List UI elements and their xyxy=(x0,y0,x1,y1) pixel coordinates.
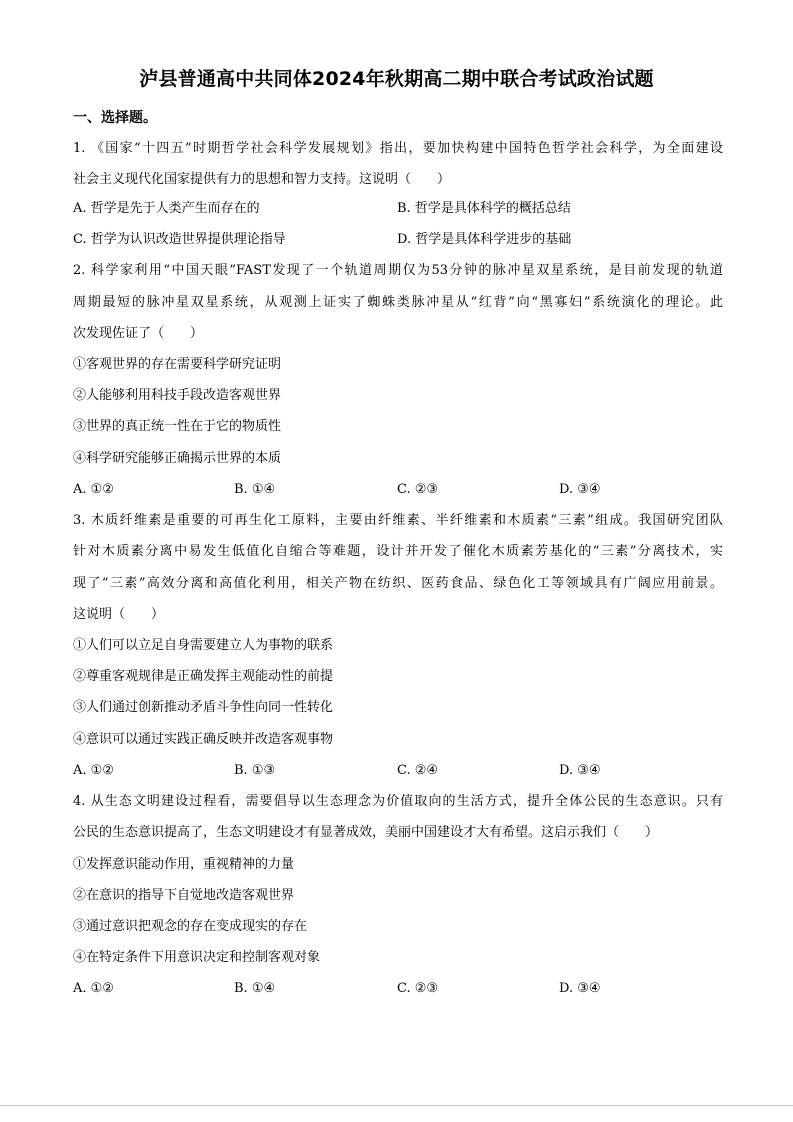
q4-option-a: A. ①② xyxy=(73,981,114,996)
q2-statement-1: ①客观世界的存在需要科学研究证明 xyxy=(73,357,282,372)
q4-statement-4: ④在特定条件下用意识决定和控制客观对象 xyxy=(73,950,321,965)
q4-stem-line: 公民的生态意识提高了，生态文明建设才有显著成效，美丽中国建设才大有希望。这启示我们（ ） xyxy=(73,825,659,840)
q3-statement-3: ③人们通过创新推动矛盾斗争性向同一性转化 xyxy=(73,700,334,715)
q3-statement-1: ①人们可以立足自身需要建立人为事物的联系 xyxy=(73,638,334,653)
q3-stem-line: 针对木质素分离中易发生低值化自缩合等难题，设计并开发了催化木质素芳基化的“三素”分离技术，实 xyxy=(73,544,723,559)
page-bottom-divider xyxy=(0,1105,793,1106)
q2-stem-line: 2. 科学家利用“中国天眼”FAST发现了一个轨道周期仅为53分钟的脉冲星双星系统，是目前发现的轨道 xyxy=(73,263,723,278)
q1-option-d: D. 哲学是具体科学进步的基础 xyxy=(397,232,572,247)
q4-stem-line: 4. 从生态文明建设过程看，需要倡导以生态理念为价值取向的生活方式，提升全体公民的生态意识。只有 xyxy=(73,794,723,809)
q1-option-a: A. 哲学是先于人类产生而存在的 xyxy=(73,201,260,216)
q4-option-b: B. ①④ xyxy=(234,981,276,996)
q3-option-b: B. ①③ xyxy=(234,763,276,778)
q2-statement-3: ③世界的真正统一性在于它的物质性 xyxy=(73,419,282,434)
q2-option-a: A. ①② xyxy=(73,482,114,497)
q2-statement-2: ②人能够利用科技手段改造客观世界 xyxy=(73,388,282,403)
section-heading: 一、选择题。 xyxy=(73,110,157,126)
q3-option-a: A. ①② xyxy=(73,763,114,778)
q2-stem-line: 周期最短的脉冲星双星系统，从观测上证实了蜘蛛类脉冲星从“红背”向“黑寡妇”系统演化的理论。此 xyxy=(73,295,723,310)
q2-statement-4: ④科学研究能够正确揭示世界的本质 xyxy=(73,451,282,466)
q2-option-c: C. ②③ xyxy=(397,482,439,497)
q3-statement-4: ④意识可以通过实践正确反映并改造客观事物 xyxy=(73,732,334,747)
q3-option-c: C. ②④ xyxy=(397,763,439,778)
q2-stem-line: 次发现佐证了（ ） xyxy=(73,326,204,341)
q1-option-b: B. 哲学是具体科学的概括总结 xyxy=(397,201,571,216)
q2-option-b: B. ①④ xyxy=(234,482,276,497)
q1-option-c: C. 哲学为认识改造世界提供理论指导 xyxy=(73,232,286,247)
page-title: 泸县普通高中共同体2024年秋期高二期中联合考试政治试题 xyxy=(139,68,654,90)
q1-stem-line: 1. 《国家“十四五”时期哲学社会科学发展规划》指出，要加快构建中国特色哲学社会科学，为全面建设 xyxy=(73,141,723,156)
q1-stem-line: 社会主义现代化国家提供有力的思想和智力支持。这说明（ ） xyxy=(73,172,451,187)
q3-option-d: D. ③④ xyxy=(559,763,601,778)
q2-option-d: D. ③④ xyxy=(559,482,601,497)
q3-stem-line: 3. 木质纤维素是重要的可再生化工原料，主要由纤维素、半纤维素和木质素“三素”组成。我国研究团队 xyxy=(73,513,723,528)
q4-option-c: C. ②③ xyxy=(397,981,439,996)
q3-stem-line: 现了“三素”高效分离和高值化利用，相关产物在纺织、医药食品、绿色化工等领域具有广阔应用前景。 xyxy=(73,576,723,591)
q4-statement-1: ①发挥意识能动作用，重视精神的力量 xyxy=(73,857,295,872)
q4-statement-3: ③通过意识把观念的存在变成现实的存在 xyxy=(73,919,308,934)
q4-statement-2: ②在意识的指导下自觉地改造客观世界 xyxy=(73,888,295,903)
q3-statement-2: ②尊重客观规律是正确发挥主观能动性的前提 xyxy=(73,669,334,684)
q3-stem-line: 这说明（ ） xyxy=(73,607,165,622)
q4-option-d: D. ③④ xyxy=(559,981,601,996)
